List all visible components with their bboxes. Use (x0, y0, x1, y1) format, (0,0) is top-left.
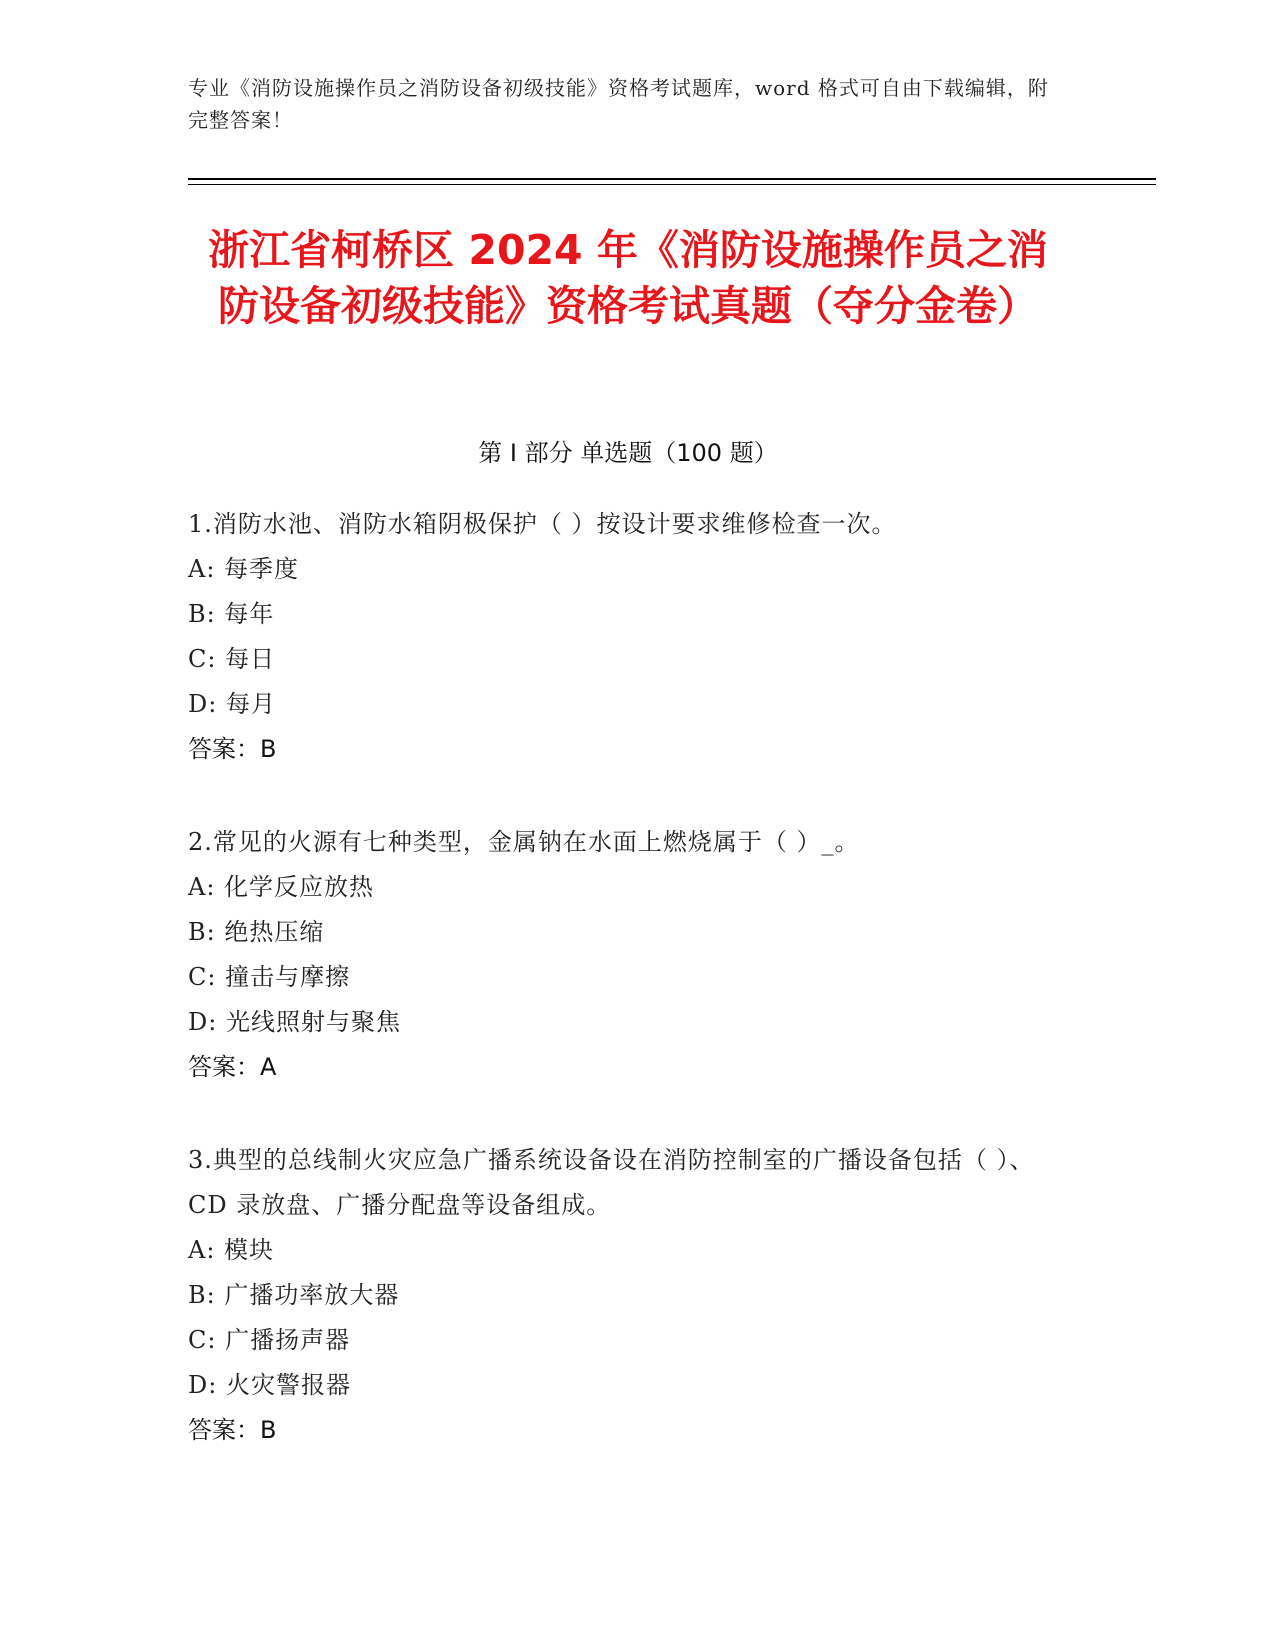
option-d: D: 每月 (188, 690, 276, 718)
option-b: B: 广播功率放大器 (188, 1281, 400, 1309)
section-heading: 第 I 部分 单选题（100 题） (478, 439, 778, 467)
option-a: A: 每季度 (188, 555, 300, 583)
question-stem: 2.常见的火源有七种类型，金属钠在水面上燃烧属于（ ）_。 (188, 828, 860, 856)
header-note: 专业《消防设施操作员之消防设备初级技能》资格考试题库，word 格式可自由下载编辑，附完整答案！ (188, 76, 1049, 132)
answer: 答案：B (188, 1416, 277, 1444)
option-c: C: 每日 (188, 645, 276, 673)
option-a: A: 化学反应放热 (188, 873, 375, 901)
question-stem: 1.消防水池、消防水箱阴极保护（ ）按设计要求维修检查一次。 (188, 510, 897, 538)
header-divider-thick (188, 178, 1156, 180)
option-b: B: 每年 (188, 600, 275, 628)
option-d: D: 火灾警报器 (188, 1371, 351, 1399)
option-c: C: 广播扬声器 (188, 1326, 351, 1354)
question-1 (188, 502, 1068, 772)
option-a: A: 模块 (188, 1236, 275, 1264)
option-b: B: 绝热压缩 (188, 918, 325, 946)
header-divider-thin (188, 184, 1156, 185)
question-stem: 3.典型的总线制火灾应急广播系统设备设在消防控制室的广播设备包括（ ）、CD 录放盘、广播分配盘等设备组成。 (188, 1146, 1035, 1219)
option-d: D: 光线照射与聚焦 (188, 1008, 401, 1036)
question-2 (188, 820, 1068, 1090)
option-c: C: 撞击与摩擦 (188, 963, 351, 991)
answer: 答案：B (188, 735, 277, 763)
answer: 答案：A (188, 1053, 277, 1081)
question-3 (188, 1138, 1068, 1453)
document-title: 浙江省柯桥区 2024 年《消防设施操作员之消防设备初级技能》资格考试真题（夺分金卷） (208, 226, 1048, 330)
